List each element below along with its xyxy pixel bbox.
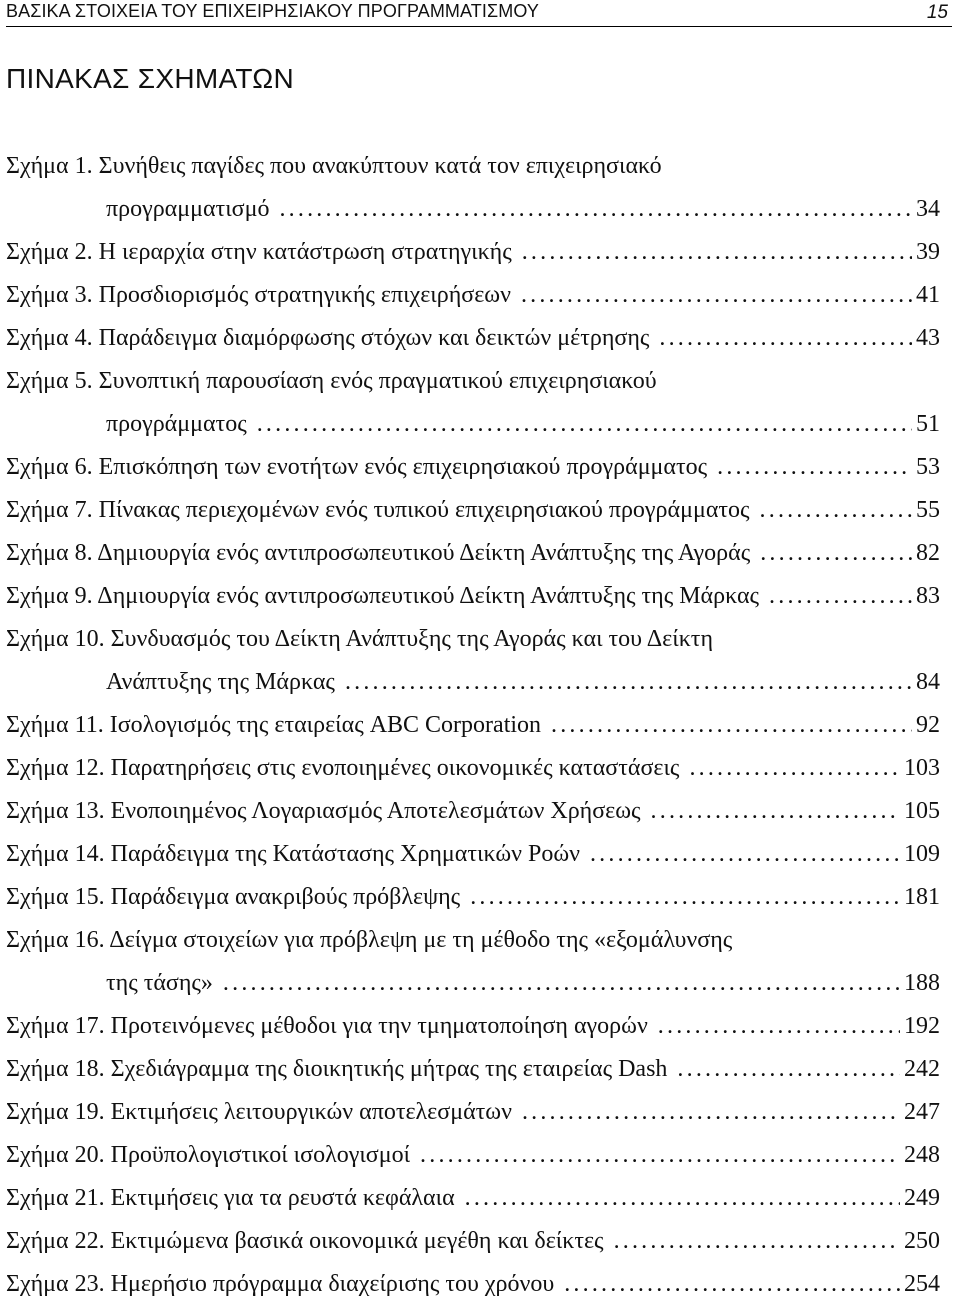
toc-entry-page-number: 83 (916, 583, 940, 609)
toc-entry-page-number: 242 (904, 1056, 940, 1082)
dot-leader (345, 661, 912, 704)
dot-leader (564, 1263, 900, 1306)
toc-entry-page-number: 82 (916, 540, 940, 566)
toc-entry[interactable] (6, 1005, 940, 1048)
toc-entry-line (6, 1263, 940, 1306)
toc-entry-line (6, 145, 940, 188)
toc-entry-line (6, 317, 940, 360)
toc-entry-text: Σχήμα 21. Εκτιμήσεις για τα ρευστά κεφάλαια (6, 1185, 455, 1211)
toc-entry-text: Σχήμα 17. Προτεινόμενες μέθοδοι για την τμηματοποίηση αγορών (6, 1013, 648, 1039)
dot-leader (522, 1091, 900, 1134)
toc-entry[interactable] (6, 317, 940, 360)
toc-entry[interactable] (6, 790, 940, 833)
dot-leader (651, 790, 900, 833)
dot-leader (717, 446, 912, 489)
toc-entry-line (6, 1005, 940, 1048)
toc-entry-line (6, 274, 940, 317)
dot-leader (470, 876, 900, 919)
toc-entry-line (6, 919, 940, 962)
toc-entry-text: Σχήμα 6. Επισκόπηση των ενοτήτων ενός επιχειρησιακού προγράμματος (6, 454, 708, 480)
toc-entry-page-number: 41 (916, 282, 940, 308)
running-header (6, 0, 952, 27)
toc-entry-text: προγραμματισμό (106, 196, 270, 222)
toc-entry-page-number: 92 (916, 712, 940, 738)
toc-entry-line (6, 446, 940, 489)
toc-entry-continuation (6, 403, 940, 446)
toc-entry-text: Σχήμα 7. Πίνακας περιεχομένων ενός τυπικού επιχειρησιακού προγράμματος (6, 497, 750, 523)
toc-entry[interactable] (6, 747, 940, 790)
toc-entry-text: προγράμματος (106, 411, 247, 437)
dot-leader (689, 747, 900, 790)
toc-entry[interactable] (6, 446, 940, 489)
dot-leader (257, 403, 912, 446)
toc-entry-text: Σχήμα 13. Ενοποιημένος Λογαριασμός Αποτελεσμάτων Χρήσεως (6, 798, 641, 824)
toc-entry[interactable] (6, 1177, 940, 1220)
dot-leader (760, 489, 912, 532)
toc-entry[interactable] (6, 231, 940, 274)
toc-entry[interactable] (6, 919, 940, 1005)
toc-entry[interactable] (6, 1048, 940, 1091)
toc-entry-page-number: 249 (904, 1185, 940, 1211)
toc-entry-page-number: 39 (916, 239, 940, 265)
dot-leader (420, 1134, 900, 1177)
toc-entry-page-number: 192 (904, 1013, 940, 1039)
toc-entry-line (6, 747, 940, 790)
toc-entry-page-number: 34 (916, 196, 940, 222)
toc-entry-text: Σχήμα 14. Παράδειγμα της Κατάστασης Χρηματικών Ροών (6, 841, 580, 867)
toc-entry[interactable] (6, 618, 940, 704)
toc-entry-line (6, 1134, 940, 1177)
toc-entry-continuation (6, 962, 940, 1005)
toc-entry-page-number: 55 (916, 497, 940, 523)
toc-entry-text: Σχήμα 8. Δημιουργία ενός αντιπροσωπευτικού Δείκτη Ανάπτυξης της Αγοράς (6, 540, 751, 566)
toc-entry-line (6, 704, 940, 747)
toc-entry-text: Σχήμα 16. Δείγμα στοιχείων για πρόβλεψη με τη μέθοδο της «εξομάλυνσης (6, 927, 733, 953)
toc-entry-text: Σχήμα 10. Συνδυασμός του Δείκτη Ανάπτυξης της Αγοράς και του Δείκτη (6, 626, 713, 652)
toc-entry[interactable] (6, 274, 940, 317)
toc-entry-line (6, 1220, 940, 1263)
toc-entry-line (6, 1091, 940, 1134)
toc-entry-line (6, 1177, 940, 1220)
toc-entry-text: Σχήμα 4. Παράδειγμα διαμόρφωσης στόχων και δεικτών μέτρησης (6, 325, 650, 351)
toc-entry-text: Σχήμα 22. Εκτιμώμενα βασικά οικονομικά μεγέθη και δείκτες (6, 1228, 604, 1254)
toc-entry-text: Σχήμα 12. Παρατηρήσεις στις ενοποιημένες οικονομικές καταστάσεις (6, 755, 680, 781)
toc-entry-page-number: 109 (904, 841, 940, 867)
toc-entry[interactable] (6, 876, 940, 919)
dot-leader (223, 962, 900, 1005)
dot-leader (659, 317, 912, 360)
dot-leader (677, 1048, 900, 1091)
toc-entry-line (6, 489, 940, 532)
toc-entry[interactable] (6, 1091, 940, 1134)
toc-entry-text: Σχήμα 19. Εκτιμήσεις λειτουργικών αποτελεσμάτων (6, 1099, 512, 1125)
toc-entry-text: Σχήμα 1. Συνήθεις παγίδες που ανακύπτουν κατά τον επιχειρησιακό (6, 153, 662, 179)
toc-entry-line (6, 618, 940, 661)
toc-entry-page-number: 247 (904, 1099, 940, 1125)
toc-entry[interactable] (6, 1134, 940, 1177)
toc-entry[interactable] (6, 1263, 940, 1306)
toc-entry-page-number: 84 (916, 669, 940, 695)
toc-entry-continuation (6, 188, 940, 231)
toc-entry-line (6, 231, 940, 274)
toc-entry[interactable] (6, 532, 940, 575)
list-of-figures (6, 145, 940, 1306)
toc-entry-line (6, 833, 940, 876)
running-title: ΒΑΣΙΚΑ ΣΤΟΙΧΕΙΑ ΤΟΥ ΕΠΙΧΕΙΡΗΣΙΑΚΟΥ ΠΡΟΓΡΑΜΜΑΤΙΣΜΟΥ (6, 1, 539, 21)
toc-entry-line (6, 360, 940, 403)
toc-entry-line (6, 532, 940, 575)
toc-entry-page-number: 43 (916, 325, 940, 351)
dot-leader (279, 188, 912, 231)
toc-entry-page-number: 105 (904, 798, 940, 824)
dot-leader (465, 1177, 900, 1220)
toc-entry-text: Ανάπτυξης της Μάρκας (106, 669, 335, 695)
toc-entry-text: Σχήμα 9. Δημιουργία ενός αντιπροσωπευτικού Δείκτη Ανάπτυξης της Μάρκας (6, 583, 760, 609)
toc-entry-text: Σχήμα 11. Ισολογισμός της εταιρείας ABC Corporation (6, 712, 542, 738)
page-number: 15 (926, 2, 948, 23)
toc-entry-page-number: 250 (904, 1228, 940, 1254)
toc-entry-text: της τάσης» (106, 970, 213, 996)
dot-leader (658, 1005, 900, 1048)
toc-entry-text: Σχήμα 18. Σχεδιάγραμμα της διοικητικής μήτρας της εταιρείας Dash (6, 1056, 668, 1082)
toc-entry-page-number: 51 (916, 411, 940, 437)
toc-entry-text: Σχήμα 15. Παράδειγμα ανακριβούς πρόβλεψης (6, 884, 461, 910)
toc-entry[interactable] (6, 360, 940, 446)
toc-entry-text: Σχήμα 2. Η ιεραρχία στην κατάστρωση στρατηγικής (6, 239, 512, 265)
toc-entry-page-number: 188 (904, 970, 940, 996)
toc-entry-text: Σχήμα 20. Προϋπολογιστικοί ισολογισμοί (6, 1142, 411, 1168)
toc-entry[interactable] (6, 489, 940, 532)
list-of-figures-heading: ΠΙΝΑΚΑΣ ΣΧΗΜΑΤΩΝ (6, 63, 295, 94)
toc-entry-page-number: 181 (904, 884, 940, 910)
dot-leader (769, 575, 912, 618)
toc-entry-text: Σχήμα 5. Συνοπτική παρουσίαση ενός πραγματικού επιχειρησιακού (6, 368, 657, 394)
toc-entry-page-number: 254 (904, 1271, 940, 1297)
toc-entry[interactable] (6, 833, 940, 876)
toc-entry-text: Σχήμα 3. Προσδιορισμός στρατηγικής επιχειρήσεων (6, 282, 511, 308)
dot-leader (614, 1220, 900, 1263)
dot-leader (522, 231, 912, 274)
dot-leader (551, 704, 912, 747)
dot-leader (590, 833, 900, 876)
toc-entry-page-number: 103 (904, 755, 940, 781)
dot-leader (760, 532, 912, 575)
toc-entry-text: Σχήμα 23. Ημερήσιο πρόγραμμα διαχείρισης του χρόνου (6, 1271, 555, 1297)
toc-entry-page-number: 53 (916, 454, 940, 480)
toc-entry[interactable] (6, 1220, 940, 1263)
toc-entry-line (6, 1048, 940, 1091)
toc-entry-page-number: 248 (904, 1142, 940, 1168)
toc-entry-continuation (6, 661, 940, 704)
toc-entry-line (6, 790, 940, 833)
toc-entry[interactable] (6, 145, 940, 231)
toc-entry-line (6, 876, 940, 919)
dot-leader (521, 274, 912, 317)
toc-entry-line (6, 575, 940, 618)
toc-entry[interactable] (6, 575, 940, 618)
toc-entry[interactable] (6, 704, 940, 747)
